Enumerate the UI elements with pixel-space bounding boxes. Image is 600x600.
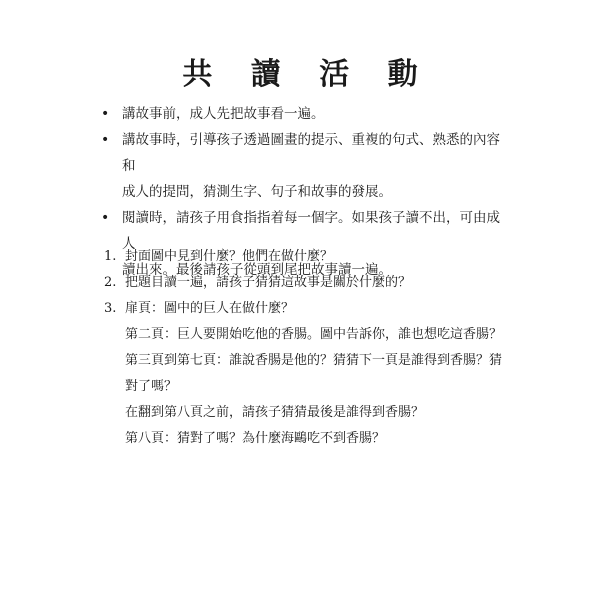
bullet-icon: • xyxy=(101,106,110,122)
page-prompt: 第八頁：猜對了嗎？為什麼海鷗吃不到香腸？ xyxy=(125,431,386,446)
tip-line: 講故事前，成人先把故事看一遍。 xyxy=(122,106,325,122)
questions-list xyxy=(104,244,524,452)
question-item xyxy=(104,270,524,296)
bullet-icon: • xyxy=(101,132,110,148)
page-prompt: 第三頁到第七頁：誰說香腸是他的？猜猜下一頁是誰得到香腸？猜 xyxy=(125,353,503,368)
question-text: 把題目讀一遍，請孩子猜猜這故事是關於什麼的？ xyxy=(125,275,412,290)
question-number: 2. xyxy=(104,275,117,290)
page-title: 共 讀 活 動 xyxy=(182,57,432,92)
question-item xyxy=(104,296,524,452)
question-text: 扉頁：圖中的巨人在做什麼？ xyxy=(125,301,295,316)
question-number: 3. xyxy=(104,301,117,316)
question-number: 1. xyxy=(104,249,117,264)
page-prompts-list xyxy=(125,322,524,452)
tip-item xyxy=(100,127,500,205)
tip-item xyxy=(100,101,500,127)
page-prompt: 在翻到第八頁之前，請孩子猜猜最後是誰得到香腸？ xyxy=(125,405,425,420)
page-prompt-continued: 對了嗎？ xyxy=(125,379,178,394)
tip-line: 讀出來。最後請孩子從頭到尾把故事讀一遍。 xyxy=(122,262,392,278)
question-item xyxy=(104,244,524,270)
question-text: 封面圖中見到什麼？他們在做什麼？ xyxy=(125,249,334,264)
bullet-icon: • xyxy=(101,210,110,226)
tip-line: 成人的提問，猜測生字、句子和故事的發展。 xyxy=(122,184,392,200)
page-prompt: 第二頁：巨人要開始吃他的香腸。圖中告訴你，誰也想吃這香腸？ xyxy=(125,327,503,342)
tip-line: 講故事時，引導孩子透過圖畫的提示、重複的句式、熟悉的內容和 xyxy=(122,132,500,174)
tip-line: 閱讀時，請孩子用食指指着每一個字。如果孩子讀不出，可由成人 xyxy=(122,210,500,252)
